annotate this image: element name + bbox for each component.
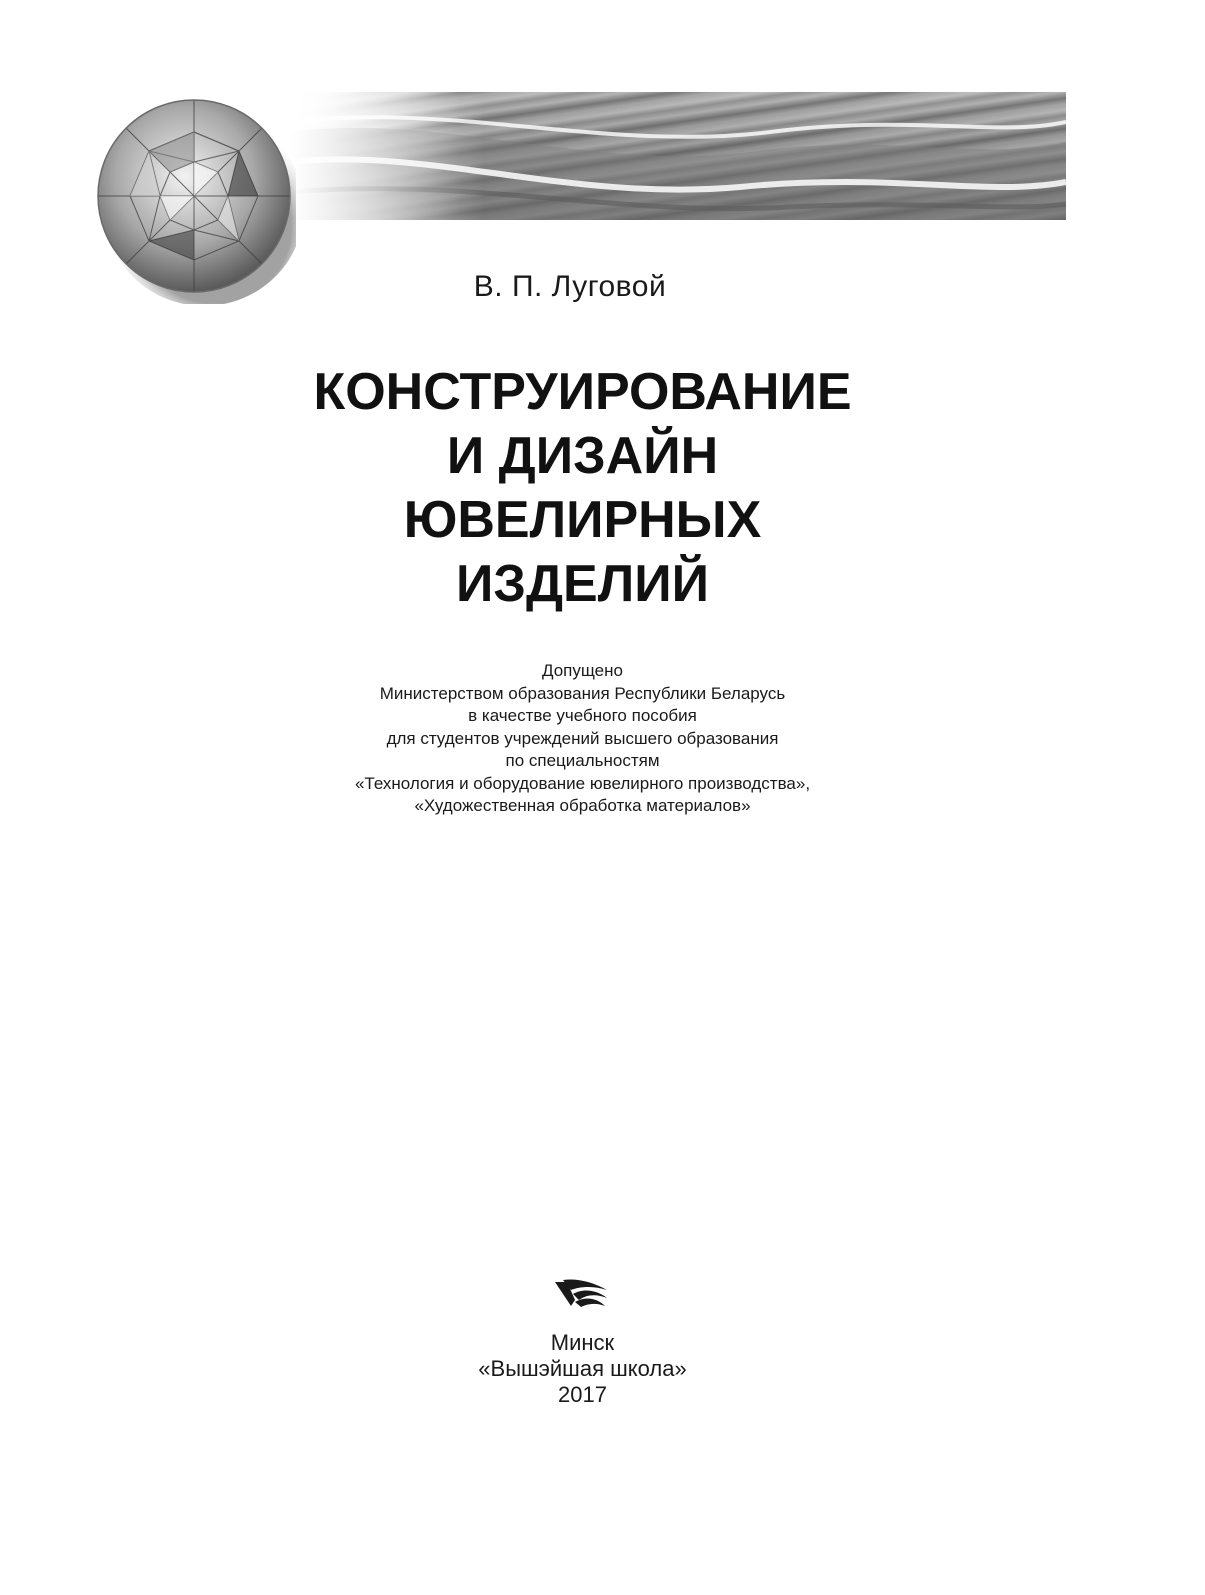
approval-line: для студентов учреждений высшего образования bbox=[386, 728, 779, 748]
imprint bbox=[0, 1330, 1165, 1408]
approval-line: по специальностям bbox=[505, 751, 660, 770]
approval-line: в качестве учебного пособия bbox=[468, 706, 697, 725]
title-line: КОНСТРУИРОВАНИЕ bbox=[313, 363, 852, 421]
approval-note bbox=[0, 660, 1165, 818]
title-line: И ДИЗАЙН bbox=[446, 427, 719, 485]
title-line: ИЗДЕЛИЙ bbox=[456, 555, 709, 613]
wave-pattern bbox=[290, 92, 1066, 220]
title-line: ЮВЕЛИРНЫХ bbox=[403, 491, 762, 549]
metallic-wave-banner bbox=[290, 92, 1066, 220]
imprint-city: Минск bbox=[550, 1330, 615, 1355]
approval-line: «Технология и оборудование ювелирного производства», bbox=[354, 773, 811, 793]
imprint-publisher: «Вышэйшая школа» bbox=[478, 1356, 687, 1381]
publisher-logo-icon bbox=[553, 1276, 609, 1310]
approval-line: Допущено bbox=[542, 661, 623, 680]
imprint-year: 2017 bbox=[558, 1382, 607, 1407]
approval-line: «Художественная обработка материалов» bbox=[414, 796, 751, 815]
author-name: В. П. Луговой bbox=[473, 270, 667, 303]
book-title bbox=[0, 360, 1165, 616]
approval-line: Министерством образования Республики Беларусь bbox=[379, 683, 786, 703]
